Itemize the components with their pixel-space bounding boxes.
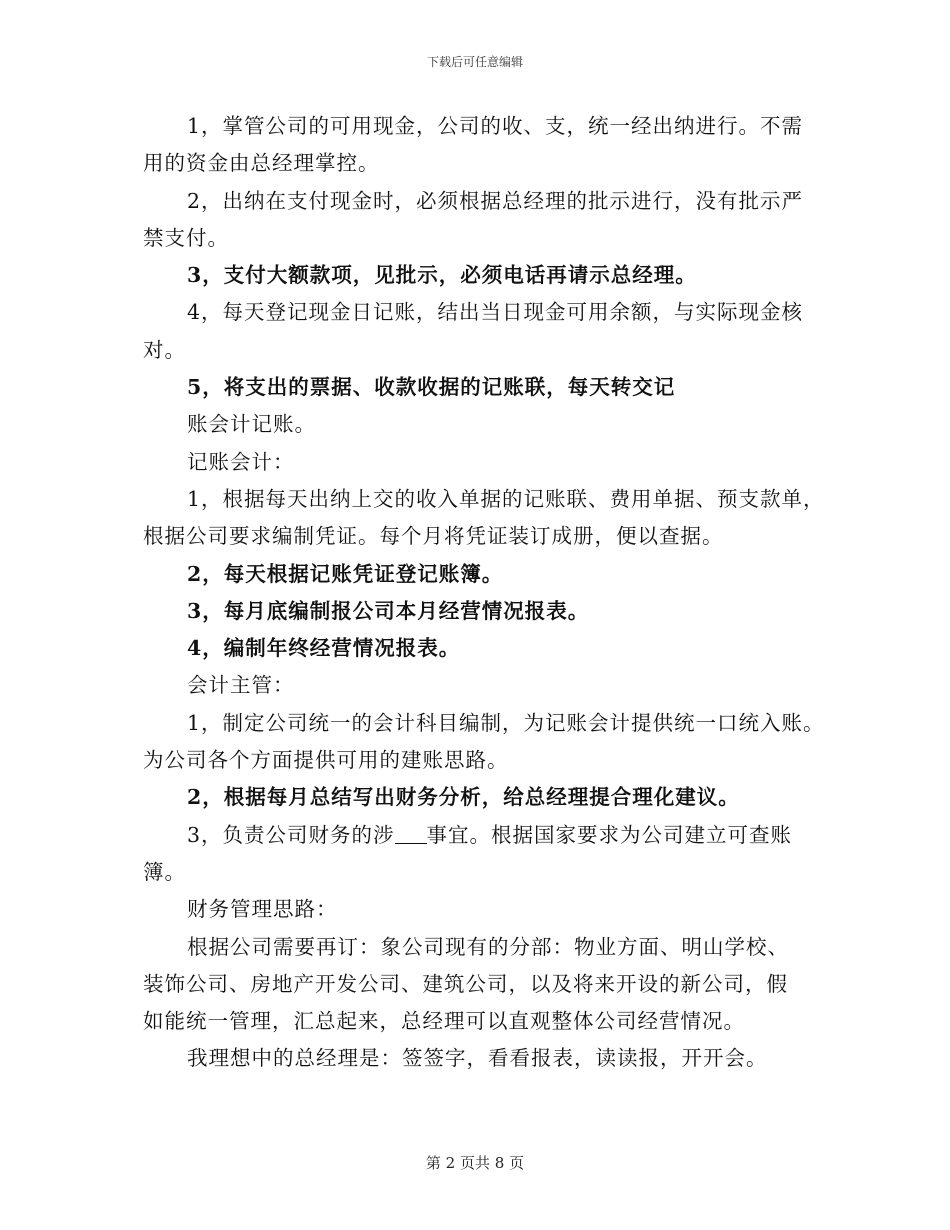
bookkeeping-item-1-line-1: 1，根据每天出纳上交的收入单据的记账联、费用单据、预支款单， [187, 486, 825, 511]
bookkeeping-item-1-line-2: 根据公司要求编制凭证。每个月将凭证装订成册，便以查据。 [143, 524, 724, 549]
cashier-item-5-line-2: 账会计记账。 [187, 412, 316, 437]
supervisor-item-3-text-b: 事宜。根据国家要求为公司建立可查账 [426, 822, 793, 847]
cashier-item-1-line-2: 用的资金由总经理掌控。 [143, 151, 380, 176]
cashier-item-1-line-1: 1，掌管公司的可用现金，公司的收、支，统一经出纳进行。不需 [187, 114, 804, 138]
blank-underline [395, 821, 427, 844]
ideas-paragraph-2: 我理想中的总经理是：签签字，看看报表，读读报，开开会。 [187, 1046, 768, 1071]
page-footer: 第 2 页共 8 页 [425, 1154, 525, 1172]
supervisor-item-3-text-a: 3，负责公司财务的涉 [187, 822, 395, 847]
supervisor-item-3-line-2: 簿。 [143, 859, 186, 884]
supervisor-item-3-line-1 [143, 817, 818, 854]
ideas-paragraph-1-line-1: 根据公司需要再订：象公司现有的分部：物业方面、明山学校、 [187, 934, 789, 959]
cashier-item-4-line-1: 4，每天登记现金日记账，结出当日现金可用余额，与实际现金核 [187, 300, 804, 325]
cashier-item-2-line-2: 禁支付。 [143, 225, 229, 250]
supervisor-item-1-line-1: 1，制定公司统一的会计科目编制，为记账会计提供统一口统入账。 [187, 710, 825, 735]
ideas-paragraph-1-line-3: 如能统一管理，汇总起来，总经理可以直观整体公司经营情况。 [143, 1009, 745, 1034]
document-body [143, 108, 825, 1078]
section-heading-bookkeeping: 记账会计： [187, 449, 295, 474]
cashier-item-3: 3，支付大额款项，见批示，必须电话再请示总经理。 [187, 263, 697, 288]
page-header: 下载后可任意编辑 [426, 55, 523, 69]
bookkeeping-item-2: 2，每天根据记账凭证登记账簿。 [187, 561, 504, 586]
bookkeeping-item-4: 4，编制年终经营情况报表。 [187, 636, 461, 661]
ideas-paragraph-1-line-2: 装饰公司、房地产开发公司、建筑公司，以及将来开设的新公司，假 [143, 971, 788, 996]
supervisor-item-2: 2，根据每月总结写出财务分析，给总经理提合理化建议。 [187, 785, 740, 810]
cashier-item-4-line-2: 对。 [143, 337, 186, 362]
cashier-item-2-line-1: 2，出纳在支付现金时，必须根据总经理的批示进行，没有批示严 [187, 188, 804, 213]
section-heading-supervisor: 会计主管： [187, 673, 295, 698]
cashier-item-5-line-1: 5，将支出的票据、收款收据的记账联，每天转交记 [187, 375, 676, 400]
section-heading-ideas: 财务管理思路： [187, 897, 338, 922]
bookkeeping-item-3: 3，每月底编制报公司本月经营情况报表。 [187, 598, 590, 623]
supervisor-item-1-line-2: 为公司各个方面提供可用的建账思路。 [143, 748, 509, 773]
